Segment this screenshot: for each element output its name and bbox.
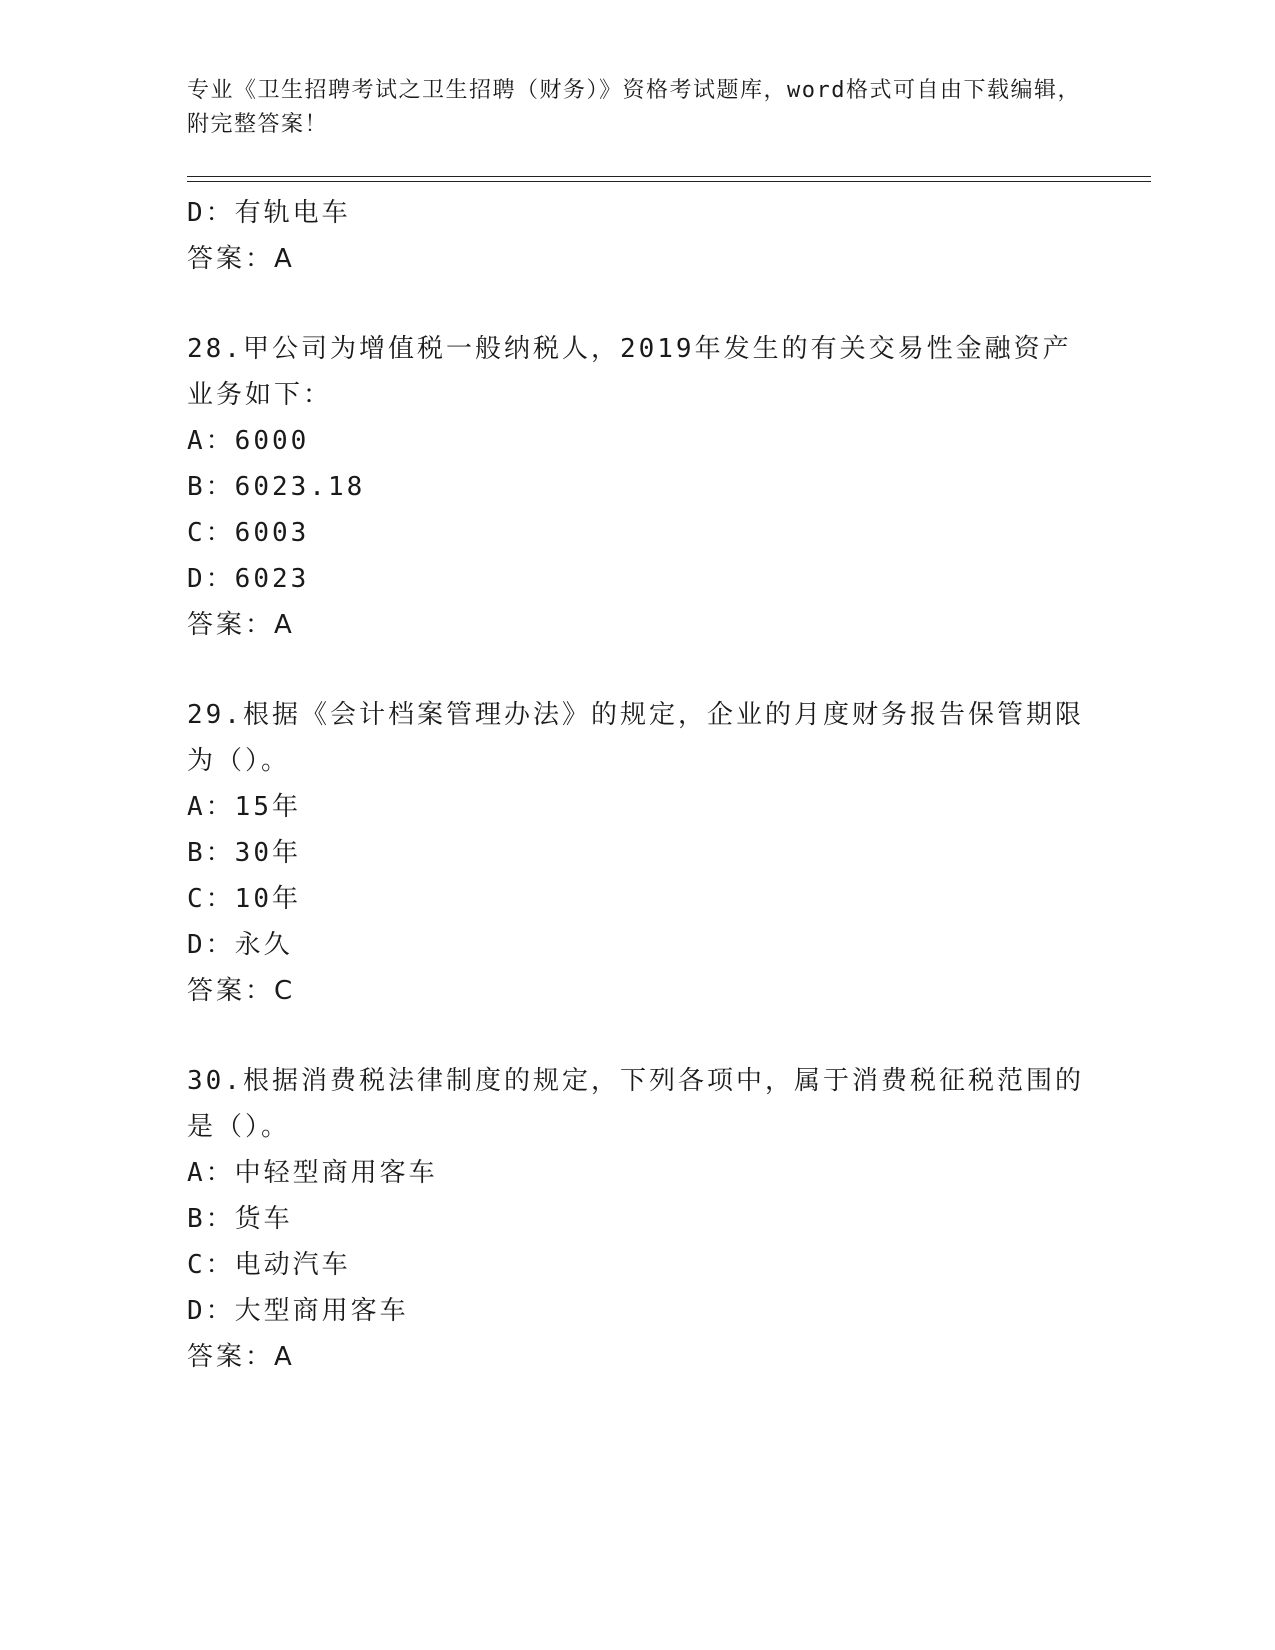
header-rule-top [187,176,1151,177]
option-key: A [187,792,206,822]
option-line [187,830,1087,876]
answer-line [187,602,1087,648]
option-line [187,510,1087,556]
option-separator: ： [205,1158,235,1188]
option-separator: ： [205,1250,235,1280]
option-key: D [187,198,206,228]
answer-line [187,1334,1087,1380]
option-text: 大型商用客车 [234,1296,409,1326]
option-text: 永久 [234,930,293,960]
option-line [187,464,1087,510]
question-text [187,692,1087,784]
question-list [187,190,1087,1380]
answer-label: 答案： [187,976,275,1006]
option-line [187,556,1087,602]
option-line [187,1242,1087,1288]
option-separator: ： [205,1296,235,1326]
option-key: C [187,884,206,914]
option-separator: ： [205,564,235,594]
option-line [187,418,1087,464]
option-line [187,1196,1087,1242]
option-key: D [187,930,206,960]
option-text: 电动汽车 [234,1250,351,1280]
answer-line [187,236,1087,282]
option-text: 6023.18 [234,472,366,502]
option-key: B [187,1204,206,1234]
answer-label: 答案： [187,610,275,640]
option-key: D [187,1296,206,1326]
option-text: 货车 [234,1204,293,1234]
option-line [187,190,1087,236]
option-text: 10年 [234,884,301,914]
question-number: 30. [187,1066,243,1096]
answer-value: A [274,1342,295,1372]
option-separator: ： [205,198,235,228]
option-key: A [187,1158,206,1188]
option-text: 有轨电车 [234,198,351,228]
option-key: D [187,564,206,594]
option-separator: ： [205,426,235,456]
option-key: C [187,1250,206,1280]
question-body: 甲公司为增值税一般纳税人，2019年发生的有关交易性金融资产业务如下： [187,334,1072,410]
question-body: 根据《会计档案管理办法》的规定，企业的月度财务报告保管期限为（）。 [187,700,1084,776]
option-separator: ： [205,884,235,914]
document-header: 专业《卫生招聘考试之卫生招聘（财务）》资格考试题库，word格式可自由下载编辑，附完整答案！ [187,78,1081,137]
answer-label: 答案： [187,1342,275,1372]
answer-label: 答案： [187,244,275,274]
answer-value: A [274,244,295,274]
answer-value: A [274,610,295,640]
question-number: 29. [187,700,243,730]
question-text [187,326,1087,418]
option-key: A [187,426,206,456]
answer-line [187,968,1087,1014]
question-gap [187,282,1087,326]
option-text: 15年 [234,792,301,822]
question-gap [187,1014,1087,1058]
option-line [187,784,1087,830]
option-line [187,876,1087,922]
question-gap [187,648,1087,692]
option-text: 6003 [234,518,310,548]
option-separator: ： [205,930,235,960]
option-separator: ： [205,792,235,822]
option-separator: ： [205,518,235,548]
option-text: 30年 [234,838,301,868]
option-separator: ： [205,472,235,502]
option-key: B [187,838,206,868]
header-rule-bottom [187,181,1151,182]
option-separator: ： [205,838,235,868]
answer-value: C [274,976,296,1006]
option-line [187,1150,1087,1196]
question-body: 根据消费税法律制度的规定，下列各项中，属于消费税征税范围的是（）。 [187,1066,1084,1142]
option-text: 6023 [234,564,310,594]
question-number: 28. [187,334,243,364]
option-separator: ： [205,1204,235,1234]
option-line [187,1288,1087,1334]
option-text: 中轻型商用客车 [234,1158,438,1188]
option-key: B [187,472,206,502]
question-text [187,1058,1087,1150]
option-text: 6000 [234,426,310,456]
option-line [187,922,1087,968]
option-key: C [187,518,206,548]
